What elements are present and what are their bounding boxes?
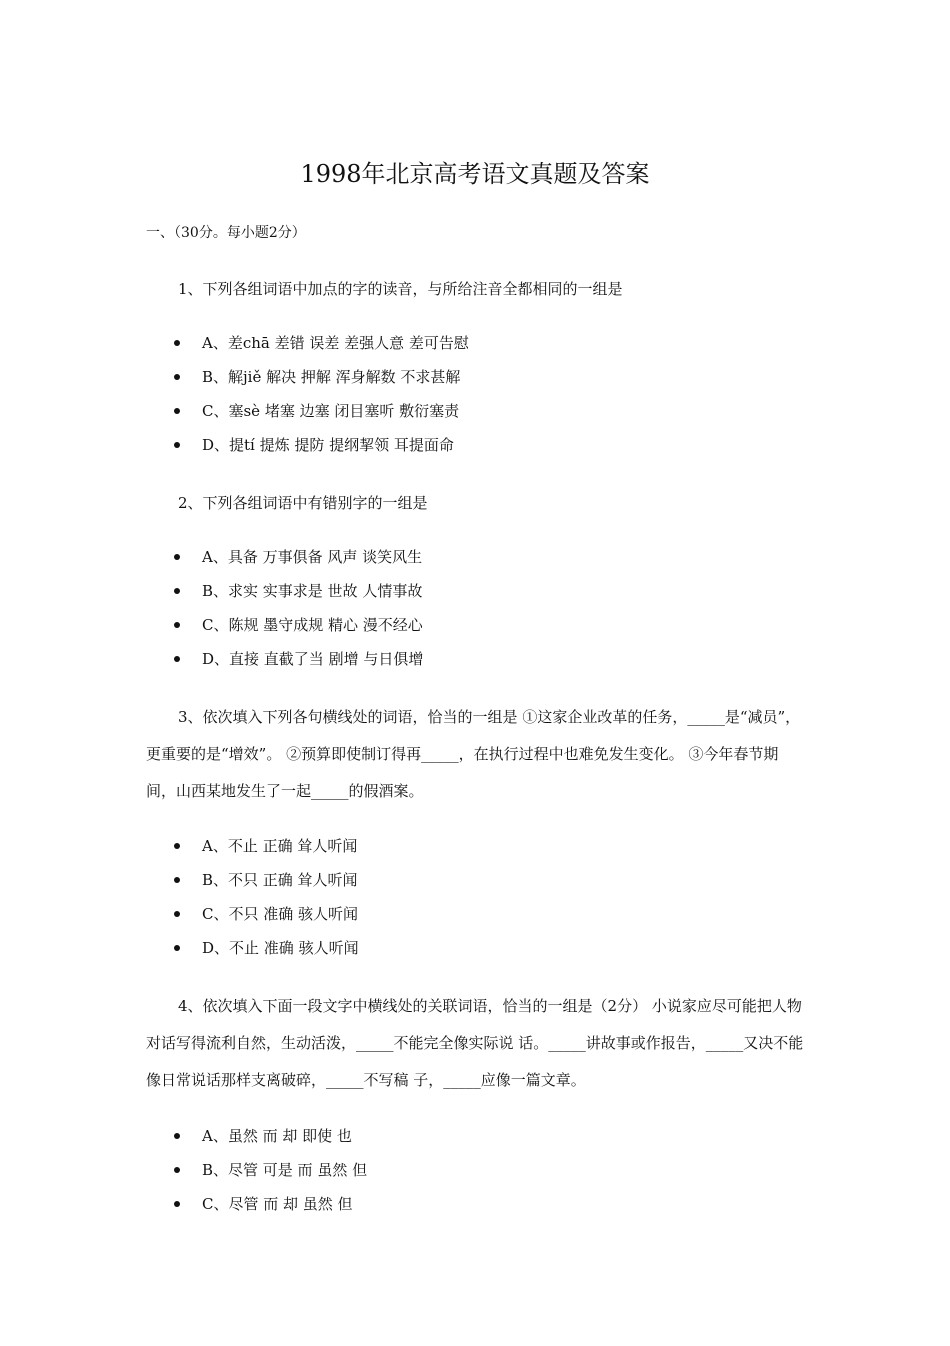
option-item [146,863,359,897]
bullet-icon [174,442,180,448]
bullet-icon [174,1167,180,1173]
section-heading: 一、（30分。每小题2分） [146,225,306,241]
question-3-options [146,829,359,965]
bullet-icon [174,945,180,951]
bullet-icon [174,877,180,883]
option-item [146,1119,367,1153]
option-text: A、差chā 差错 误差 差强人意 差可告慰 [202,334,469,352]
option-text: B、求实 实事求是 世故 人情事故 [202,582,423,600]
bullet-icon [174,554,180,560]
option-text: C、陈规 墨守成规 精心 漫不经心 [202,616,423,634]
option-item [146,1153,367,1187]
option-text: A、具备 万事俱备 风声 谈笑风生 [202,548,423,566]
bullet-icon [174,340,180,346]
bullet-icon [174,911,180,917]
question-2-stem: 2、下列各组词语中有错别字的一组是 [178,494,428,512]
option-item [146,540,423,574]
bullet-icon [174,1201,180,1207]
option-item [146,428,469,462]
option-item [146,394,469,428]
option-item [146,931,359,965]
option-item [146,1187,367,1221]
option-item [146,574,423,608]
bullet-icon [174,374,180,380]
question-3-stem: 3、依次填入下列各句横线处的词语，恰当的一组是 ①这家企业改革的任务，_____是“减员”，更重要的是“增效”。 ②预算即使制订得再_____，在执行过程中也难免发生变化。 ③今年春节期间，山西某地发生了一起_____的假酒案。 [146,708,801,800]
bullet-icon [174,588,180,594]
question-2-options [146,540,423,676]
option-item [146,326,469,360]
bullet-icon [174,656,180,662]
option-text: A、虽然 而 却 即使 也 [202,1127,352,1145]
bullet-icon [174,1133,180,1139]
option-item [146,897,359,931]
question-4-options [146,1119,367,1221]
option-text: D、提tí 提炼 提防 提纲挈领 耳提面命 [202,436,454,454]
question-4-stem: 4、依次填入下面一段文字中横线处的关联词语，恰当的一组是（2分） 小说家应尽可能把人物对话写得流利自然，生动活泼，_____不能完全像实际说 话。_____讲故事或作报告，_____又决不能像日常说话那样支离破碎，_____不写稿 子，_____应像一篇文章。 [146,997,804,1089]
option-text: D、直接 直截了当 剧增 与日俱增 [202,650,424,668]
bullet-icon [174,622,180,628]
bullet-icon [174,843,180,849]
option-text: B、尽管 可是 而 虽然 但 [202,1161,368,1179]
option-text: C、尽管 而 却 虽然 但 [202,1195,353,1213]
bullet-icon [174,408,180,414]
option-item [146,360,469,394]
option-text: A、不止 正确 耸人听闻 [202,837,358,855]
option-text: D、不止 准确 骇人听闻 [202,939,359,957]
option-item [146,642,423,676]
question-1-options [146,326,469,462]
option-item [146,829,359,863]
option-text: C、不只 准确 骇人听闻 [202,905,359,923]
option-text: C、塞sè 堵塞 边塞 闭目塞听 敷衍塞责 [202,402,460,420]
question-1-stem: 1、下列各组词语中加点的字的读音，与所给注音全都相同的一组是 [178,280,623,298]
option-text: B、不只 正确 耸人听闻 [202,871,358,889]
option-item [146,608,423,642]
option-text: B、解jiě 解决 押解 浑身解数 不求甚解 [202,368,461,386]
page-title: 1998年北京高考语文真题及答案 [300,160,650,188]
